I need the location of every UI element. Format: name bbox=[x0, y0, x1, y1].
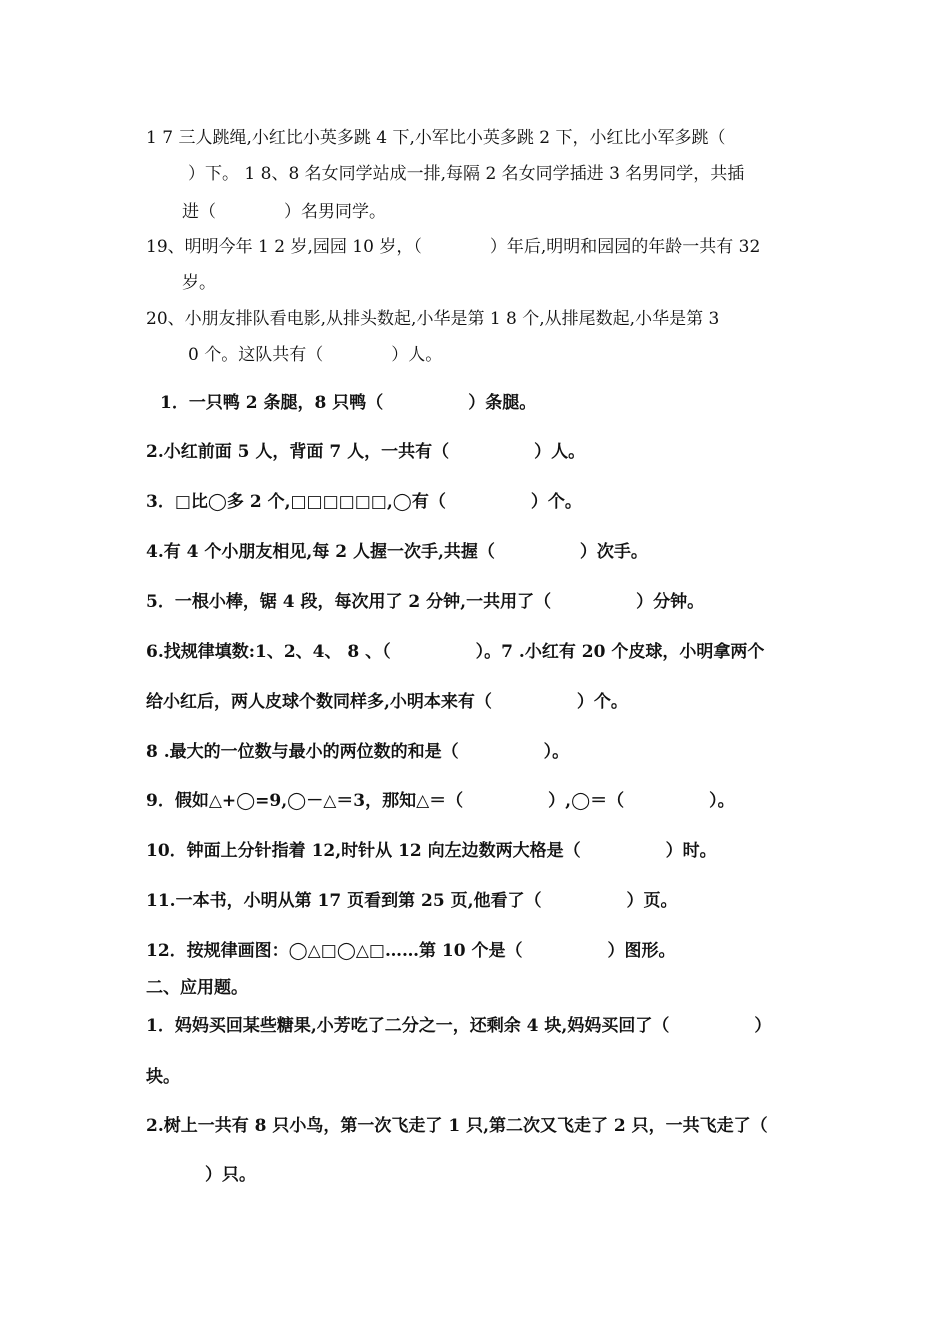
fill-question-8: 8 .最大的一位数与最小的两位数的和是（ ）。 bbox=[146, 742, 570, 762]
fill-question-10: 10．钟面上分针指着 12,时针从 12 向左边数两大格是（ ）时。 bbox=[146, 841, 717, 861]
applied-question-1-line-2: 块。 bbox=[146, 1067, 180, 1087]
applied-question-2-line-1: 2.树上一共有 8 只小鸟，第一次飞走了 1 只,第二次又飞走了 2 只，一共飞走了（ bbox=[146, 1116, 768, 1136]
fill-question-4: 4.有 4 个小朋友相见,每 2 人握一次手,共握（ ）次手。 bbox=[146, 542, 648, 562]
question-18-line-3: 进（ ）名男同学。 bbox=[182, 202, 386, 222]
fill-question-6-7: 6.找规律填数:1、2、4、 8 、（ ）。7 .小红有 20 个皮球，小明拿两个 bbox=[146, 642, 765, 662]
question-17-line-1: 1 7 三人跳绳,小红比小英多跳 4 下,小军比小英多跳 2 下，小红比小军多跳（ bbox=[146, 128, 726, 148]
question-20-line-1: 20、小朋友排队看电影,从排头数起,小华是第 1 8 个,从排尾数起,小华是第 3 bbox=[146, 309, 720, 329]
question-19-line-1: 19、明明今年 1 2 岁,园园 10 岁，（ ）年后,明明和园园的年龄一共有 32 bbox=[146, 237, 761, 257]
fill-question-11: 11.一本书，小明从第 17 页看到第 25 页,他看了（ ）页。 bbox=[146, 891, 678, 911]
applied-question-2-line-2: ）只。 bbox=[205, 1165, 256, 1185]
fill-question-5: 5．一根小棒，锯 4 段，每次用了 2 分钟,一共用了（ ）分钟。 bbox=[146, 592, 705, 612]
fill-question-1: 1．一只鸭 2 条腿，8 只鸭（ ）条腿。 bbox=[160, 393, 537, 413]
question-17-18-line-2: ）下。 1 8、8 名女同学站成一排,每隔 2 名女同学插进 3 名男同学，共插 bbox=[188, 164, 745, 184]
section-heading-applied: 二、应用题。 bbox=[146, 978, 248, 998]
applied-question-1-line-1: 1．妈妈买回某些糖果,小芳吃了二分之一，还剩余 4 块,妈妈买回了（ ） bbox=[146, 1016, 772, 1036]
fill-question-12: 12．按规律画图：◯△□◯△□……第 10 个是（ ）图形。 bbox=[146, 941, 676, 961]
question-20-line-2: 0 个。这队共有（ ）人。 bbox=[188, 345, 443, 365]
fill-question-3: 3．□比◯多 2 个,□□□□□□,◯有（ ）个。 bbox=[146, 492, 582, 512]
question-19-line-2: 岁。 bbox=[182, 273, 216, 293]
fill-question-7-line-2: 给小红后，两人皮球个数同样多,小明本来有（ ）个。 bbox=[146, 692, 628, 712]
fill-question-9: 9．假如△+◯=9,◯－△＝3，那知△＝（ ）,◯＝（ ）。 bbox=[146, 791, 735, 811]
fill-question-2: 2.小红前面 5 人，背面 7 人，一共有（ ）人。 bbox=[146, 442, 586, 462]
